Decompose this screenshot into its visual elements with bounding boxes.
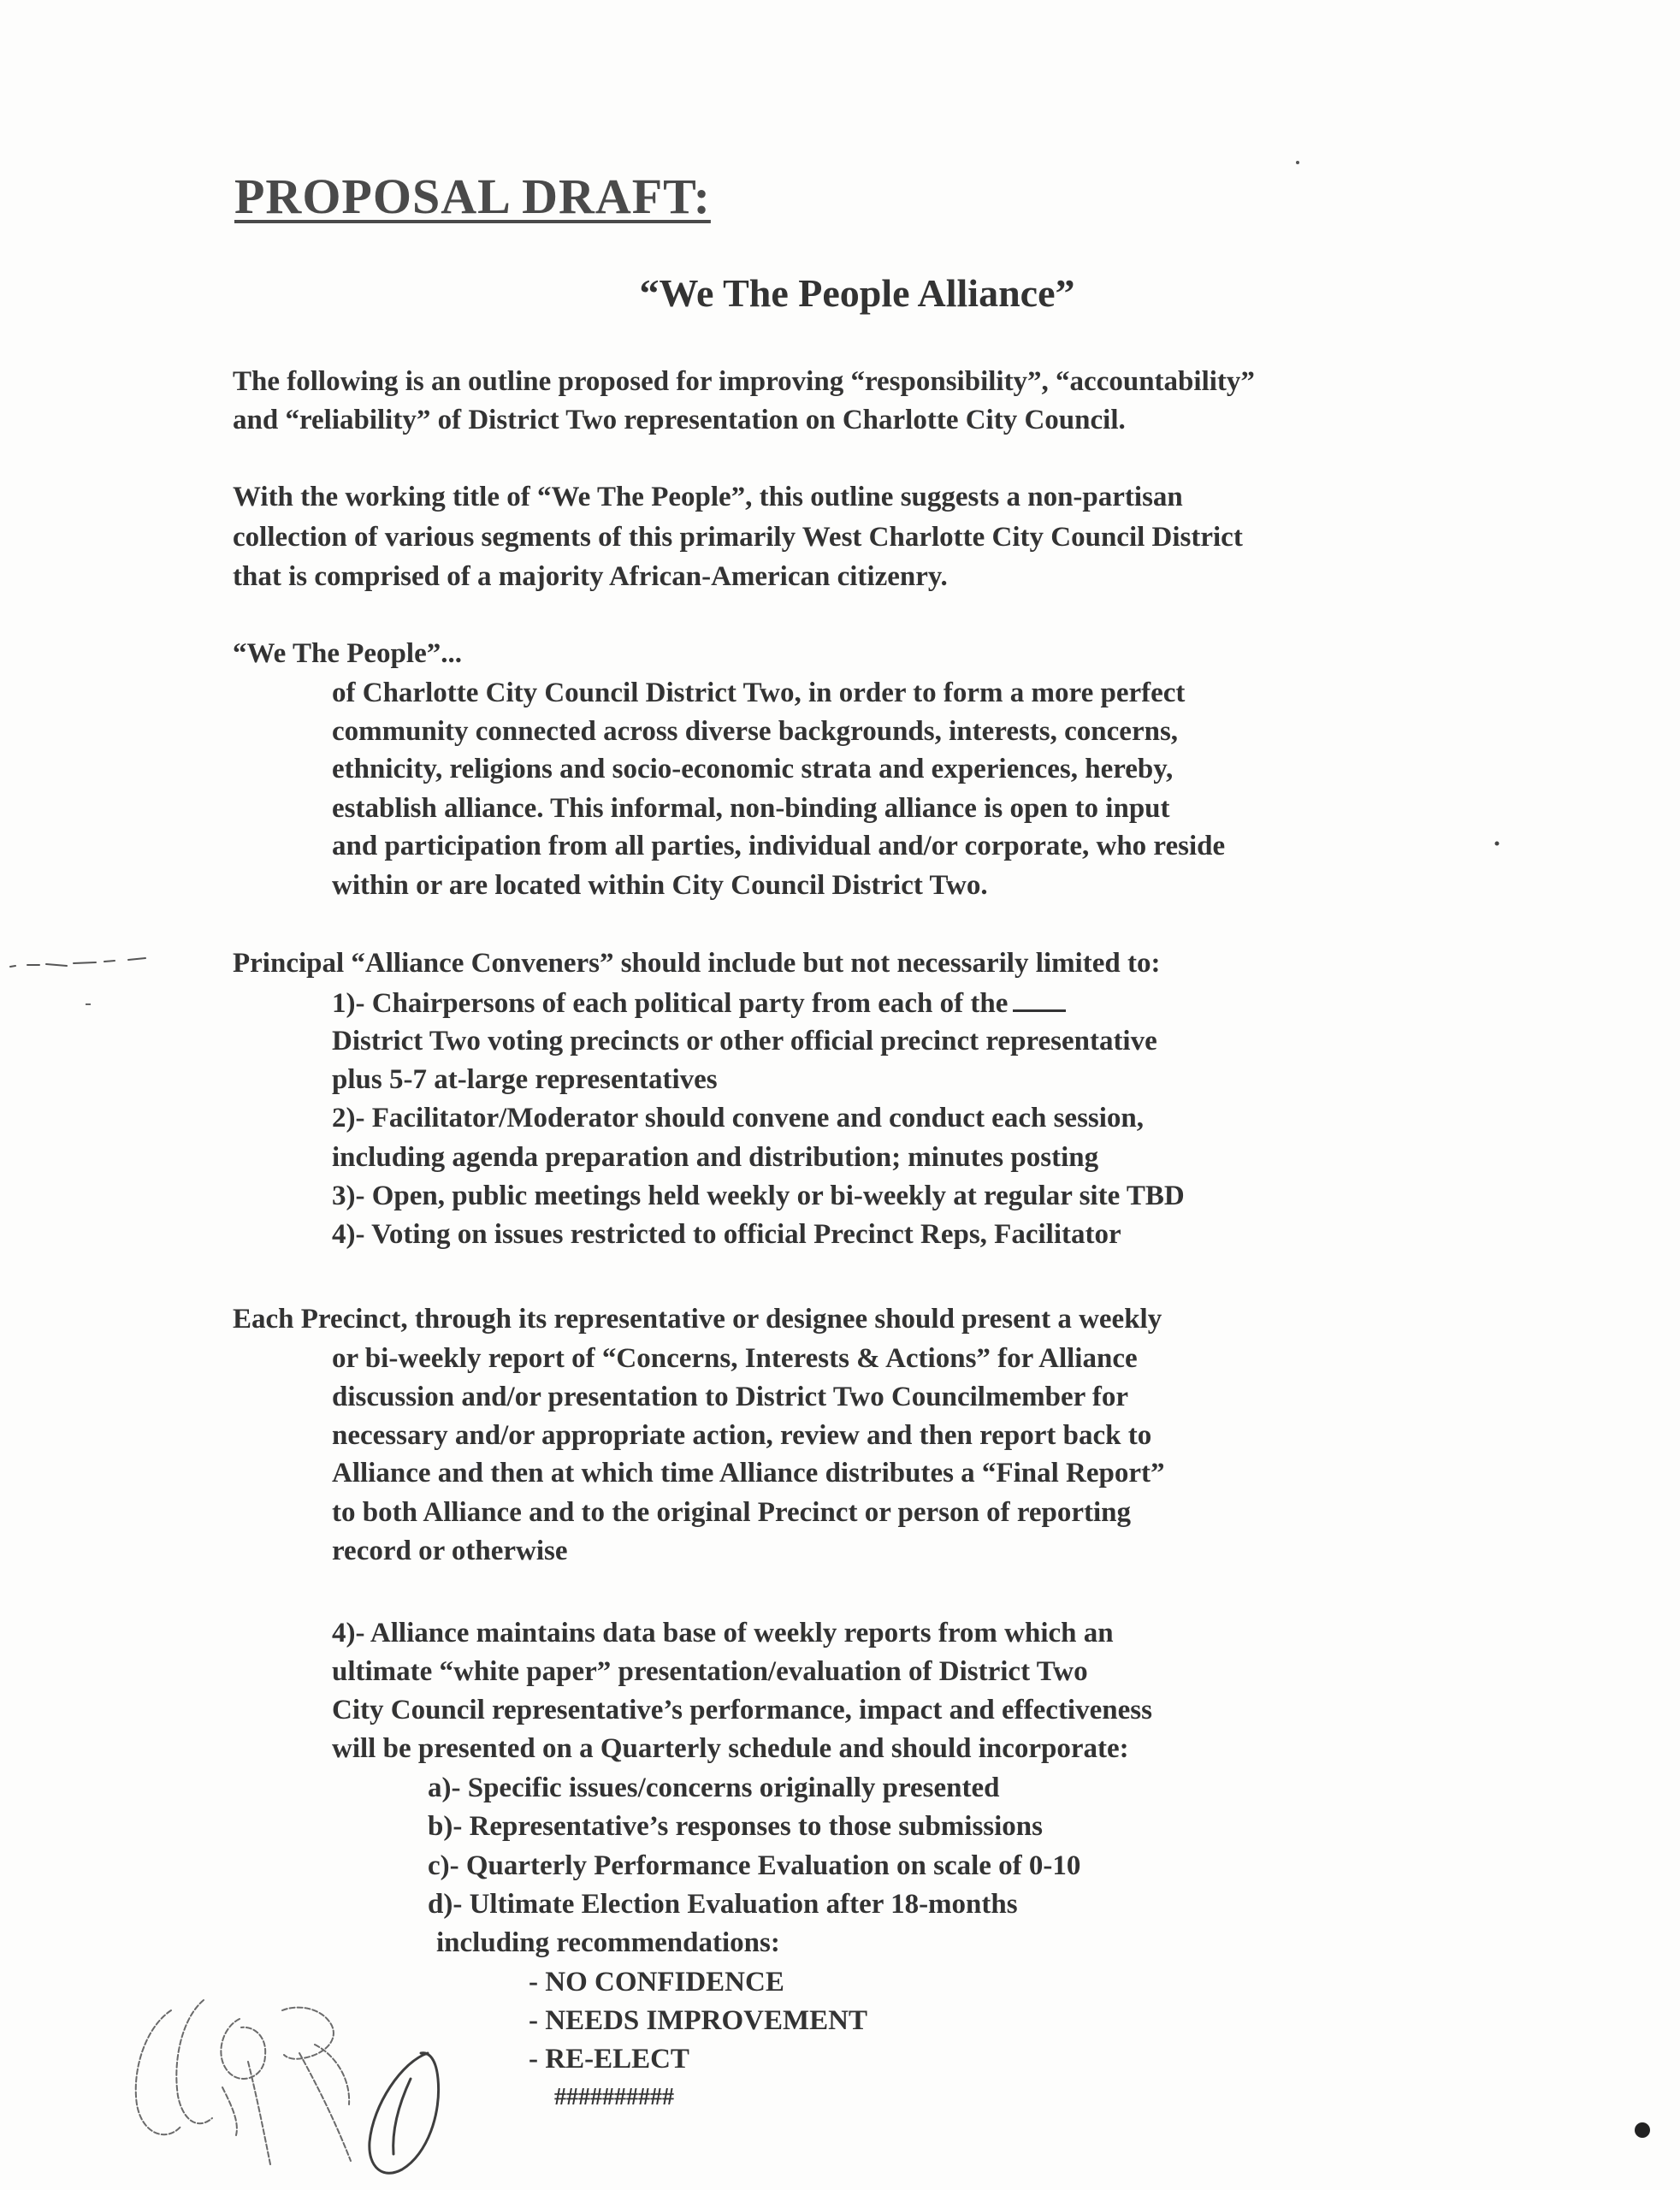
precinct-line: necessary and/or appropriate action, review and then report back to (332, 1420, 1152, 1451)
evaluation-item: including recommendations: (436, 1927, 780, 1958)
convener-item: 4)- Voting on issues restricted to official Precinct Reps, Facilitator (332, 1219, 1121, 1250)
database-line: will be presented on a Quarterly schedule and should incorporate: (332, 1733, 1129, 1764)
convener-item: 3)- Open, public meetings held weekly or bi-weekly at regular site TBD (332, 1181, 1185, 1211)
document-heading: PROPOSAL DRAFT: (234, 169, 711, 224)
database-line: ultimate “white paper” presentation/evaluation of District Two (332, 1656, 1088, 1687)
precinct-line: Alliance and then at which time Alliance distributes a “Final Report” (332, 1458, 1165, 1489)
preamble-line: of Charlotte City Council District Two, in order to form a more perfect (332, 678, 1186, 708)
precinct-line: to both Alliance and to the original Precinct or person of reporting (332, 1497, 1132, 1528)
precinct-line: discussion and/or presentation to District Two Councilmember for (332, 1382, 1129, 1412)
working-title-line: that is comprised of a majority African-American citizenry. (233, 561, 948, 592)
preamble-line: community connected across diverse backgrounds, interests, concerns, (332, 716, 1179, 747)
database-line: 4)- Alliance maintains data base of weekly reports from which an (332, 1618, 1114, 1648)
working-title-line: collection of various segments of this primarily West Charlotte City Council District (233, 522, 1243, 553)
precinct-line: or bi-weekly report of “Concerns, Interests & Actions” for Alliance (332, 1343, 1138, 1374)
handwritten-initials (120, 1959, 513, 2190)
convener-item: 2)- Facilitator/Moderator should convene and conduct each session, (332, 1103, 1145, 1133)
preamble-lead: “We The People”... (233, 638, 462, 669)
scan-mark (0, 944, 163, 1013)
scan-mark (1492, 838, 1502, 849)
document-subtitle: “We The People Alliance” (639, 271, 1075, 315)
recommendation-item: - NEEDS IMPROVEMENT (529, 2005, 868, 2036)
convener-item: plus 5-7 at-large representatives (332, 1064, 718, 1095)
preamble-line: ethnicity, religions and socio-economic strata and experiences, hereby, (332, 754, 1174, 784)
conveners-lead: Principal “Alliance Conveners” should include but not necessarily limited to: (233, 948, 1161, 979)
evaluation-item: b)- Representative’s responses to those submissions (428, 1811, 1044, 1842)
scan-mark (1293, 158, 1302, 167)
precinct-lead: Each Precinct, through its representative or designee should present a weekly (233, 1304, 1162, 1335)
intro-line: and “reliability” of District Two representation on Charlotte City Council. (233, 405, 1126, 435)
evaluation-item: c)- Quarterly Performance Evaluation on scale of 0-10 (428, 1850, 1081, 1881)
convener-item (332, 984, 1066, 1022)
convener-item: District Two voting precincts or other official precinct representative (332, 1026, 1157, 1057)
fill-in-blank (1013, 984, 1066, 1012)
precinct-line: record or otherwise (332, 1536, 568, 1566)
convener-item: including agenda preparation and distribution; minutes posting (332, 1142, 1099, 1173)
evaluation-item: d)- Ultimate Election Evaluation after 18-months (428, 1889, 1018, 1920)
recommendation-item: - NO CONFIDENCE (529, 1967, 784, 1998)
preamble-line: establish alliance. This informal, non-binding alliance is open to input (332, 793, 1170, 824)
database-line: City Council representative’s performance, impact and effectiveness (332, 1695, 1152, 1725)
end-mark: ########## (554, 2084, 674, 2110)
recommendation-item: - RE-ELECT (529, 2044, 689, 2075)
preamble-line: and participation from all parties, individual and/or corporate, who reside (332, 831, 1226, 861)
scan-mark (1625, 2113, 1659, 2147)
preamble-line: within or are located within City Council District Two. (332, 870, 988, 901)
working-title-line: With the working title of “We The People”, this outline suggests a non-partisan (233, 482, 1183, 512)
intro-line: The following is an outline proposed for improving “responsibility”, “accountability” (233, 366, 1255, 397)
convener-item-text: 1)- Chairpersons of each political party from each of the (332, 988, 1009, 1019)
evaluation-item: a)- Specific issues/concerns originally presented (428, 1773, 1000, 1803)
